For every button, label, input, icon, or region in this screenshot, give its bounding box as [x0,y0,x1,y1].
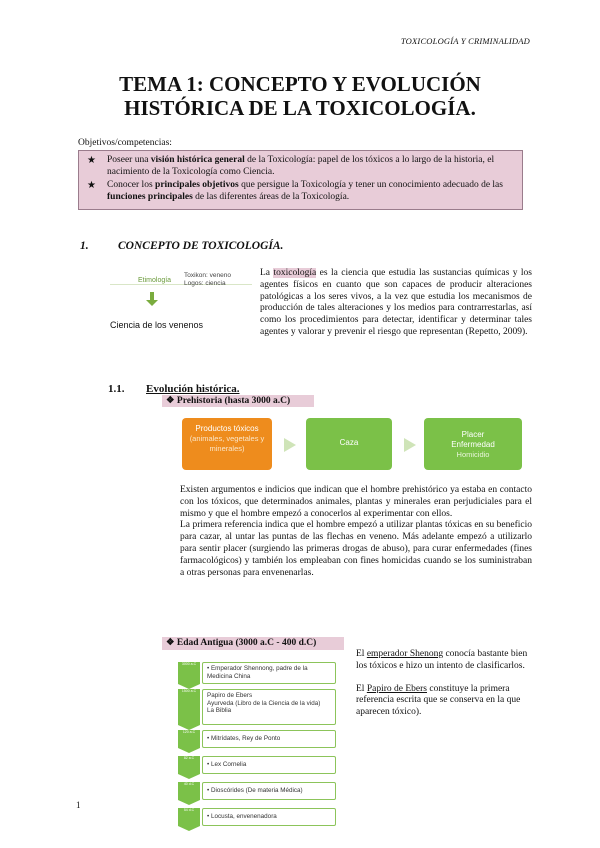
arrow-right-icon [284,438,296,452]
paragraph: El emperador Shenong conocía bastante bien los tóxicos e hizo un intento de clasificarlos. [356,649,528,671]
arrow-right-icon [404,438,416,452]
paragraph: La primera referencia indica que el hombre empezó a utilizar plantas tóxicas en su beneficio para cazar, al untar las puntas de las flechas en veneno. Más adelante empezó a utilizarlo para sentir placer (surgiendo las primeras drogas de abuso), para curar enfermedades (fines farmacológicos) y también los empleaban con fines homicidas cuando se los suministraban a otras personas para envenenarlas. [180,520,532,578]
timeline-item [178,662,338,684]
timeline-item [178,782,338,800]
page-title [0,72,600,120]
timeline-item [178,756,338,774]
timeline-chevron: 3000 a.C [178,662,200,684]
prehistory-bullet: ❖ Prehistoria (hasta 3000 a.C) [162,395,314,407]
timeline-chevron: 1500 a.C [178,689,200,725]
antiquity-text [356,649,532,730]
objective-item: ★ Conocer los principales objetivos que persigue la Toxicología y tener un conocimiento adecuado de las funciones principales de las diferentes áreas de la Toxicología. [87,180,503,202]
timeline-box: • Lex Cornelia [202,756,336,774]
timeline-box: • Mitrídates, Rey de Ponto [202,730,336,748]
highlighted-term: toxicología [273,268,317,278]
antiquity-bullet: ❖ Edad Antigua (3000 a.C - 400 d.C) [162,637,344,650]
objectives-label: Objetivos/competencias: [78,138,172,148]
paragraph: Existen argumentos e indicios que indican que el hombre prehistórico ya estaba en contacto con los tóxicos, que determinados animales, plantas y minerales eran perjudiciales para el mismo y que el hombre empezó a conocerlos al experimentar con ellos. [180,485,532,519]
subsection-heading-1-1: 1.1. Evolución histórica. [108,383,240,395]
diagram-box-hunting: Caza [306,418,392,470]
underlined-term: emperador Shenong [366,649,444,659]
prehistory-diagram [182,418,522,470]
title-line-2: HISTÓRICA DE LA TOXICOLOGÍA. [124,96,476,120]
timeline-item [178,730,338,748]
diamond-bullet-icon: ❖ [166,638,177,648]
paragraph: El Papiro de Ebers constituye la primera referencia escrita que se conserva en la que aparecen tóxico). [356,683,521,718]
timeline-box: • Locusta, envenenadora [202,808,336,826]
diagram-box-products: Productos tóxicos (animales, vegetales y minerales) [182,418,272,470]
timeline-chevron: 54 d.C [178,808,200,826]
timeline-chevron: 120 a.C [178,730,200,748]
timeline-item [178,689,338,725]
timeline-chevron: 82 a.C [178,756,200,774]
objective-item: ★ Poseer una visión histórica general de la Toxicología: papel de los tóxicos a lo largo de la historia, el nacimiento de la Toxicología como Ciencia. [87,155,495,177]
title-line-1: TEMA 1: CONCEPTO Y EVOLUCIÓN [119,72,481,96]
underlined-term: Papiro de Ebers [366,683,427,694]
etymology-diagram [110,268,252,316]
objectives-box [78,150,523,210]
etymology-result: Ciencia de los venenos [110,320,204,330]
definition-paragraph: La toxicología es la ciencia que estudia las sustancias químicas y los agentes físicos en cuanto que son capaces de producir alteraciones patológicas a los seres vivos, a la vez que estudia los mecanismos de producción de tales alteraciones y los medios para contrarrestarlas, así como los procedimientos para detectar, identificar y determinar tales agentes y valorar y prevenir el riesgo que representan (Repetto, 2009). [260,268,532,337]
timeline-box: • Emperador Shennong, padre de la Medicina China [202,662,336,684]
page-number: 1 [76,800,81,810]
etymology-roots: Toxikon: veneno Logos: ciencia [184,272,231,287]
timeline-item [178,808,338,826]
prehistory-text [180,485,532,579]
section-heading-1: 1. CONCEPTO DE TOXICOLOGÍA. [80,240,284,252]
running-header: TOXICOLOGÍA Y CRIMINALIDAD [400,36,530,46]
timeline-box: Papiro de Ebers Ayurveda (Libro de la Ciencia de la vida) La Biblia [202,689,336,725]
diagram-box-uses: Placer Enfermedad Homicidio [424,418,522,470]
etymology-label: Etimología [138,277,172,284]
timeline-chevron: 40 d.C [178,782,200,800]
antiquity-timeline [178,656,338,840]
diamond-bullet-icon: ❖ [166,396,177,406]
timeline-box: • Dioscórides (De materia Médica) [202,782,336,800]
star-bullet-icon: ★ [87,155,96,166]
star-bullet-icon: ★ [87,180,96,191]
arrow-down-icon [150,292,154,300]
